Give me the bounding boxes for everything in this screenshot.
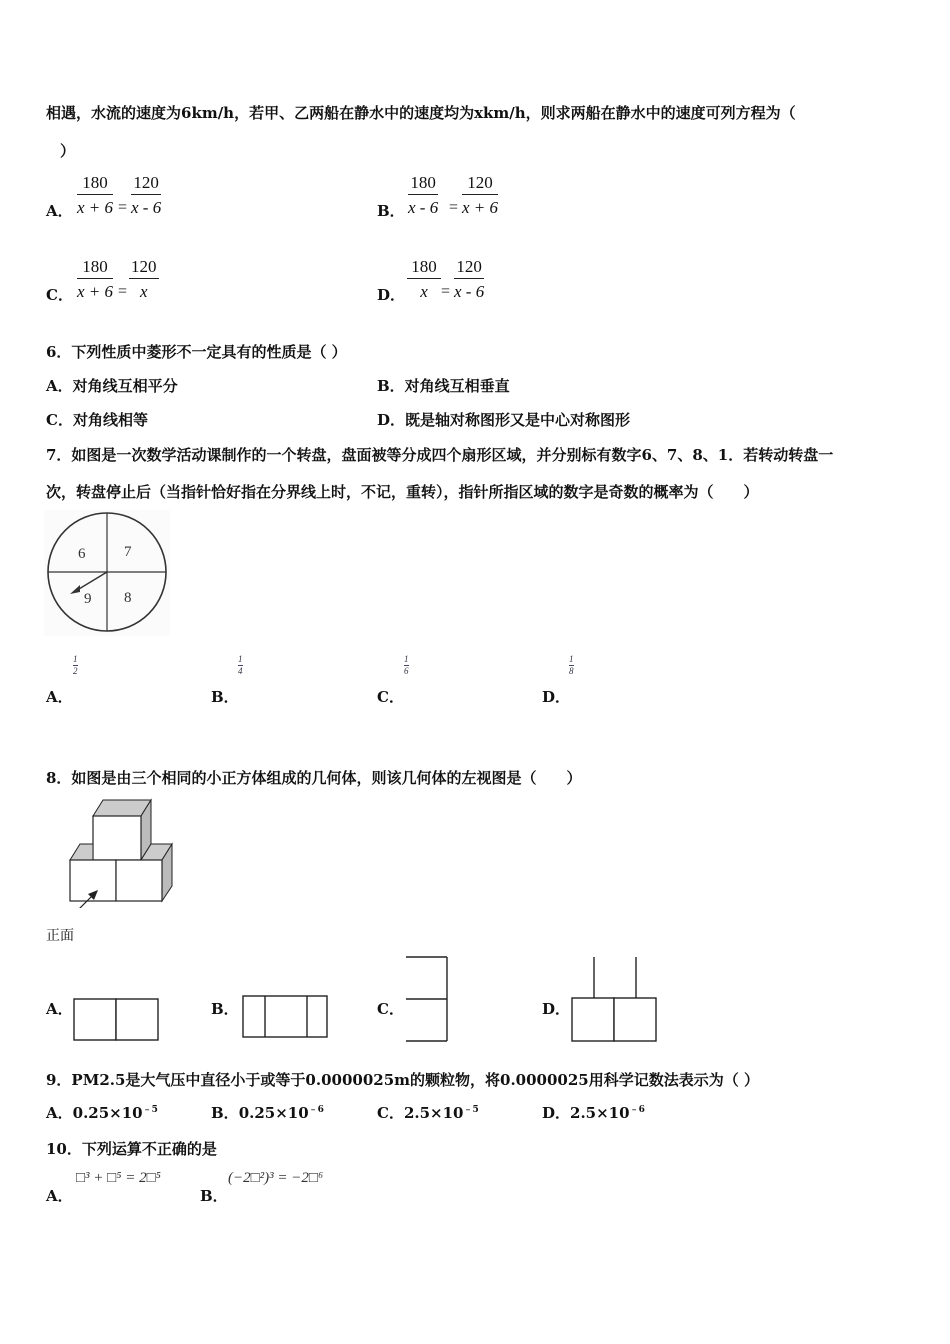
q8-option-b-view <box>242 994 332 1040</box>
q9-option-a <box>46 1102 158 1123</box>
square <box>116 999 158 1040</box>
q5-stem-line2: ） <box>60 142 76 160</box>
option-label: D． <box>542 1104 571 1122</box>
numerator: 1 <box>73 654 78 664</box>
q6-option-b: B．对角线互相垂直 <box>377 377 510 395</box>
q8-option-d-label: D． <box>542 1000 571 1018</box>
cube-stack-figure <box>44 796 180 908</box>
q9-option-c <box>377 1102 479 1123</box>
numerator: 1 <box>404 654 409 664</box>
spinner-number: 8 <box>124 590 132 606</box>
q10-stem: 10．下列运算不正确的是 <box>46 1140 217 1158</box>
option-exponent: ﹣6 <box>308 1105 324 1115</box>
q9-option-d <box>542 1102 645 1123</box>
rectangle <box>243 996 327 1037</box>
denominator: x + 6 <box>77 282 114 301</box>
option-base: 2.5×10 <box>570 1104 630 1122</box>
numerator: 1 <box>569 654 574 664</box>
square <box>74 999 116 1040</box>
q6-option-a: A．对角线互相平分 <box>46 377 178 395</box>
equals-sign: = <box>118 199 128 216</box>
denominator: 6 <box>404 666 409 676</box>
front-label: 正面 <box>46 928 74 944</box>
q5-option-b-label: B． <box>377 202 405 220</box>
q5-option-c-right-fraction <box>129 258 159 300</box>
denominator: x - 6 <box>408 198 439 217</box>
q10-option-a-label: A． <box>46 1187 73 1205</box>
numerator: 120 <box>129 258 159 279</box>
numerator: 120 <box>131 174 161 195</box>
q10-option-b-label: B． <box>200 1187 228 1205</box>
equals-sign: = <box>118 283 128 300</box>
q8-option-b-label: B． <box>211 1000 239 1018</box>
q7-stem-line2: 次，转盘停止后（当指针恰好指在分界线上时，不记，重转），指针所指区域的数字是奇数的概率为（ ） <box>46 483 759 501</box>
q9-option-b <box>211 1102 324 1123</box>
spinner-number: 6 <box>78 546 86 562</box>
option-label: A． <box>46 1104 73 1122</box>
q8-stem: 8．如图是由三个相同的小正方体组成的几何体，则该几何体的左视图是（ ） <box>46 769 582 787</box>
option-exponent: ﹣6 <box>629 1105 645 1115</box>
square <box>614 998 656 1041</box>
denominator: 8 <box>569 666 574 676</box>
q6-option-c: C．对角线相等 <box>46 411 148 429</box>
q5-option-d-label: D． <box>377 286 406 304</box>
q5-option-b-right-fraction <box>462 174 498 216</box>
denominator: x - 6 <box>131 198 162 217</box>
option-label: B． <box>211 1104 239 1122</box>
q8-option-a-label: A． <box>46 1000 73 1018</box>
q5-option-a-label: A． <box>46 202 73 220</box>
q8-option-a-view <box>73 997 163 1043</box>
q5-option-d-left-fraction <box>407 258 441 300</box>
numerator: 180 <box>77 174 113 195</box>
option-base: 0.25×10 <box>238 1104 309 1122</box>
q5-option-c-label: C． <box>46 286 73 304</box>
option-exponent: ﹣5 <box>463 1105 479 1115</box>
denominator: 2 <box>73 666 78 676</box>
equals-sign: = <box>449 199 459 216</box>
denominator: x <box>139 282 148 301</box>
spinner-figure <box>44 510 172 638</box>
q5-option-a-right-fraction <box>131 174 161 216</box>
spinner-number: 7 <box>124 544 132 560</box>
equals-sign: = <box>441 283 451 300</box>
option-base: 0.25×10 <box>72 1104 143 1122</box>
spinner-number: 9 <box>84 591 92 607</box>
square <box>572 998 614 1041</box>
q7-stem-line1: 7．如图是一次数学活动课制作的一个转盘，盘面被等分成四个扇形区域，并分别标有数字6、7、8、1．若转动转盘一 <box>46 446 834 464</box>
q7-option-b-label: B． <box>211 688 239 706</box>
q7-option-d-label: D． <box>542 688 571 706</box>
q7-option-a-label: A． <box>46 688 73 706</box>
q7-option-c-fraction <box>404 655 409 676</box>
q5-option-b-left-fraction <box>408 174 438 216</box>
q6-option-d: D．既是轴对称图形又是中心对称图形 <box>377 411 631 429</box>
numerator: 180 <box>407 258 441 279</box>
q7-option-a-fraction <box>73 655 78 676</box>
q8-option-d-view <box>569 955 661 1045</box>
denominator: 4 <box>238 666 243 676</box>
denominator: x <box>420 282 428 301</box>
q5-stem-line1: 相遇，水流的速度为6km/h，若甲、乙两船在静水中的速度均为xkm/h，则求两船在静水中的速度可列方程为（ <box>46 104 796 122</box>
cube-front-face <box>116 860 162 901</box>
numerator: 120 <box>462 174 498 195</box>
cube-top-face <box>70 844 93 860</box>
cube-front-face <box>93 816 141 860</box>
q8-option-c-view <box>403 955 453 1045</box>
option-exponent: ﹣5 <box>142 1105 158 1115</box>
denominator: x + 6 <box>77 198 114 217</box>
q7-option-d-fraction <box>569 655 574 676</box>
q10-option-a-formula: □³ + □⁵ = 2□⁵ <box>76 1170 161 1186</box>
option-base: 2.5×10 <box>403 1104 464 1122</box>
numerator: 180 <box>77 258 113 279</box>
q7-option-b-fraction <box>238 655 243 676</box>
numerator: 180 <box>408 174 438 195</box>
numerator: 120 <box>454 258 484 279</box>
q5-option-a-left-fraction <box>77 174 113 216</box>
q10-option-b-formula: (−2□²)³ = −2□⁶ <box>228 1170 324 1186</box>
q9-stem: 9．PM2.5是大气压中直径小于或等于0.0000025m的颗粒物，将0.0000025用科学记数法表示为（ ） <box>46 1071 759 1089</box>
q5-option-d-right-fraction <box>454 258 484 300</box>
numerator: 1 <box>238 654 243 664</box>
denominator: x - 6 <box>454 282 485 301</box>
option-label: C． <box>377 1104 404 1122</box>
denominator: x + 6 <box>462 198 499 217</box>
q8-option-c-label: C． <box>377 1000 404 1018</box>
q5-option-c-left-fraction <box>77 258 113 300</box>
q7-option-c-label: C． <box>377 688 404 706</box>
q6-stem: 6．下列性质中菱形不一定具有的性质是（ ） <box>46 343 347 361</box>
